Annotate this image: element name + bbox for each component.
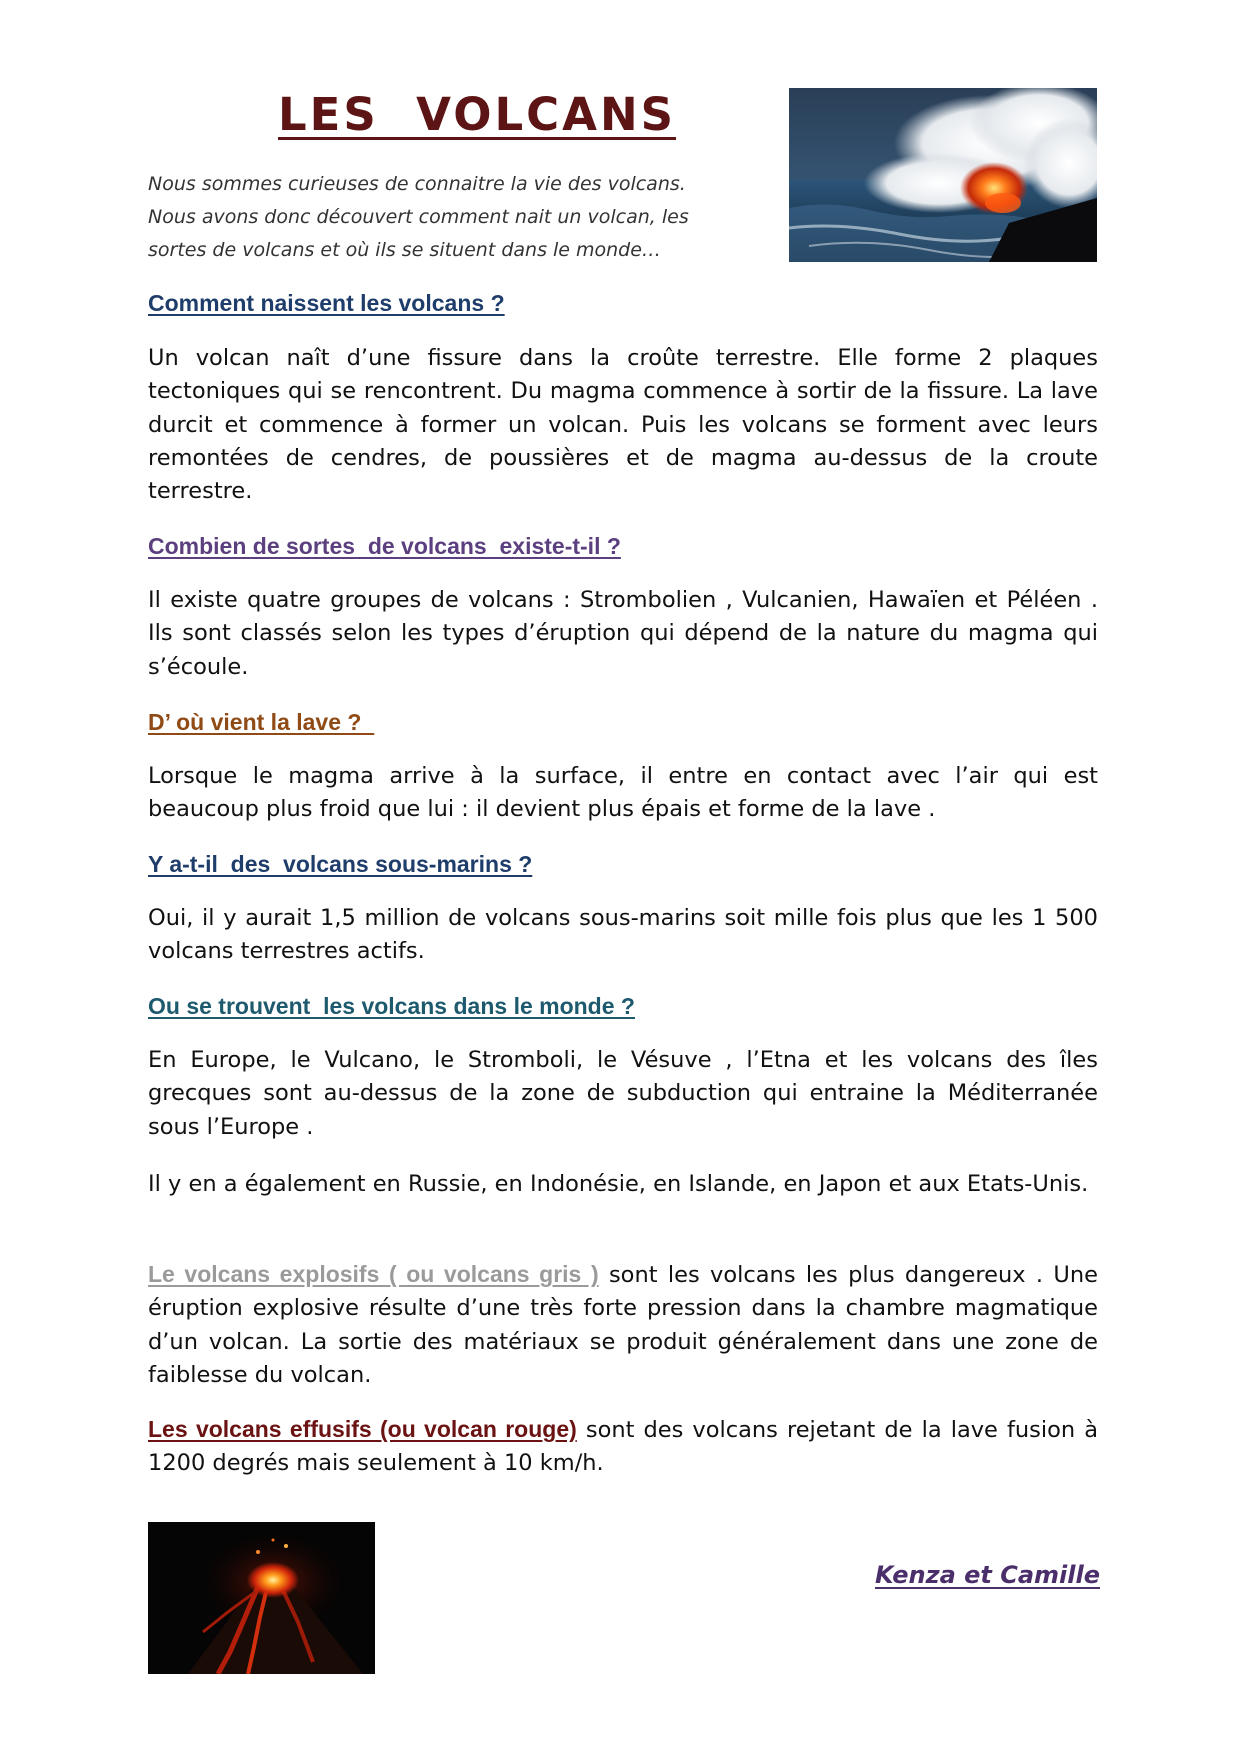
para-volcans-effusifs bbox=[148, 1413, 1098, 1481]
para-lave: Lorsque le magma arrive à la surface, il entre en contact avec l’air qui est beaucoup plus froid que lui : il devient plus épais et forme de la lave . bbox=[148, 763, 1098, 823]
heading-naissance: Comment naissent les volcans ? bbox=[148, 290, 505, 316]
para-volcans-explosifs bbox=[148, 1258, 1098, 1392]
intro-paragraph: Nous sommes curieuses de connaitre la vie des volcans. Nous avons donc découvert comment nait un volcan, les sortes de volcans et où ils se situent dans le monde… bbox=[148, 173, 689, 261]
effusive-text: sont des volcans rejetant de la lave fusion à 1200 degrés mais seulement à 10 km/h. bbox=[148, 1417, 1098, 1477]
para-sortes: Il existe quatre groupes de volcans : Strombolien , Vulcanien, Hawaïen et Péléen . Ils sont classés selon les types d’éruption qui dépend de la nature du magma qui s’écoule. bbox=[148, 587, 1098, 680]
para-sous-marins: Oui, il y aurait 1,5 million de volcans sous-marins soit mille fois plus que les 1 500 volcans terrestres actifs. bbox=[148, 905, 1098, 965]
lava-ocean-image bbox=[789, 88, 1097, 262]
para-monde-europe: En Europe, le Vulcano, le Stromboli, le Vésuve , l’Etna et les volcans des îles grecques sont au-dessus de la zone de subduction qui entraine la Méditerranée sous l’Europe . bbox=[148, 1047, 1098, 1140]
authors-signature: Kenza et Camille bbox=[874, 1561, 1100, 1589]
effusive-label: Les volcans effusifs (ou volcan rouge) bbox=[148, 1416, 577, 1442]
para-monde-autres: Il y en a également en Russie, en Indonésie, en Islande, en Japon et aux Etats-Unis. bbox=[148, 1171, 1089, 1197]
heading-sous-marins: Y a-t-il des volcans sous-marins ? bbox=[148, 851, 533, 877]
lava-ocean-photo bbox=[789, 88, 1097, 262]
heading-monde: Ou se trouvent les volcans dans le monde ? bbox=[148, 993, 635, 1019]
explosive-label: Le volcans explosifs ( ou volcans gris ) bbox=[148, 1261, 599, 1287]
erupting-volcano-image bbox=[148, 1522, 375, 1674]
para-naissance: Un volcan naît d’une fissure dans la croûte terrestre. Elle forme 2 plaques tectoniques qui se rencontrent. Du magma commence à sortir de la fissure. La lave durcit et commence à former un volcan. Puis les volcans se forment avec leurs remontées de cendres, de poussières et de magma au-dessus de la croute terrestre. bbox=[148, 345, 1098, 505]
page-title: LES VOLCANS bbox=[278, 88, 677, 141]
explosive-text: sont les volcans les plus dangereux . Une éruption explosive résulte d’une très forte pression dans la chambre magmatique d’un volcan. La sortie des matériaux se produit généralement dans une zone de faiblesse du volcan. bbox=[148, 1262, 1098, 1388]
heading-sortes: Combien de sortes de volcans existe-t-il ? bbox=[148, 533, 621, 559]
heading-lave: D’ où vient la lave ? bbox=[148, 709, 375, 735]
erupting-volcano-photo bbox=[148, 1522, 375, 1674]
